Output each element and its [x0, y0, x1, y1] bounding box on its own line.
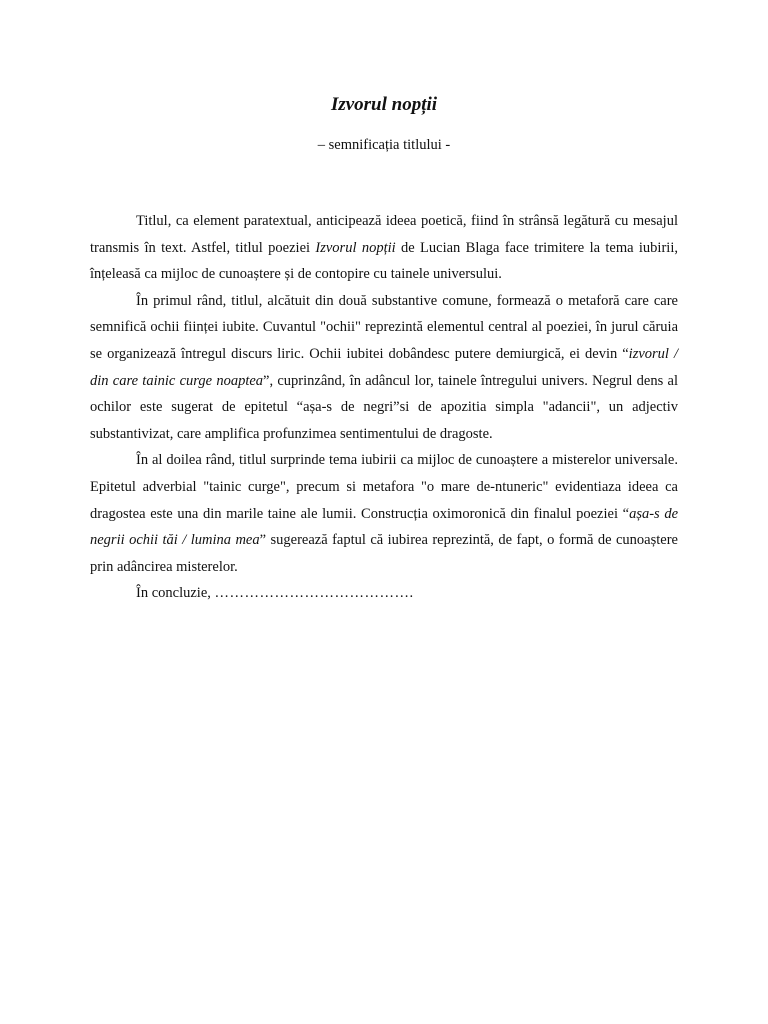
conclusion-placeholder-dots: …………………………………. [214, 585, 414, 602]
poem-quote-1: izvorul / din care tainic curge noaptea [90, 345, 678, 389]
paragraph-second-text-c: ” sugerează faptul că iubirea reprezintă, de fapt, o formă de cunoaștere prin adâncirea misterelor. [90, 532, 678, 575]
paragraph-intro [90, 208, 678, 288]
paragraph-intro-text-c: de Lucian Blaga face trimitere la tema iubirii, înțeleasă ca mijloc de cunoaștere și de contopire cu tainele universului. [90, 239, 678, 283]
paragraph-second-argument [90, 447, 678, 580]
poem-title-reference: Izvorul nopții [315, 239, 396, 256]
paragraph-first-argument [90, 288, 678, 448]
document-title: Izvorul nopții [330, 94, 438, 115]
document-body [90, 208, 678, 607]
paragraph-second-text-a: În al doilea rând, titlul surprinde tema iubirii ca mijloc de cunoaștere a misterelor universale. Epitetul adverbial "tainic curge", precum si metafora "o mare de-ntuneric" evidentiaza ideea ca dragostea este una din marile taine ale lumii. Construcția oximoronică din finalul poeziei “ [90, 452, 678, 522]
paragraph-intro-text-a: Titlul, ca element paratextual, anticipează ideea poetică, fiind în strânsă legătură cu mesajul transmis în text. Astfel, titlul poeziei [90, 213, 678, 256]
paragraph-first-text-c: ”, cuprinzând, în adâncul lor, tainele întregului univers. Negrul dens al ochilor este sugerat de epitetul “așa-s de negri”si de apozitia simpla "adancii", un adjectiv substantivizat, care amplifica profunzimea sentimentului de dragoste. [90, 372, 678, 442]
paragraph-conclusion [90, 580, 678, 607]
paragraph-conclusion-text: În concluzie, [136, 585, 215, 602]
paragraph-first-text-a: În primul rând, titlul, alcătuit din două substantive comune, formează o metaforă care care semnifică ochii ființei iubite. Cuvantul "ochii" reprezintă elementul central al poeziei, în jurul căruia se organizează întregul discurs liric. Ochii iubitei dobândesc putere demiurgică, ei devin “ [90, 292, 678, 362]
document-subtitle: – semnificația titlului - [317, 137, 451, 153]
poem-quote-2: așa-s de negrii ochii tăi / lumina mea [90, 505, 679, 549]
